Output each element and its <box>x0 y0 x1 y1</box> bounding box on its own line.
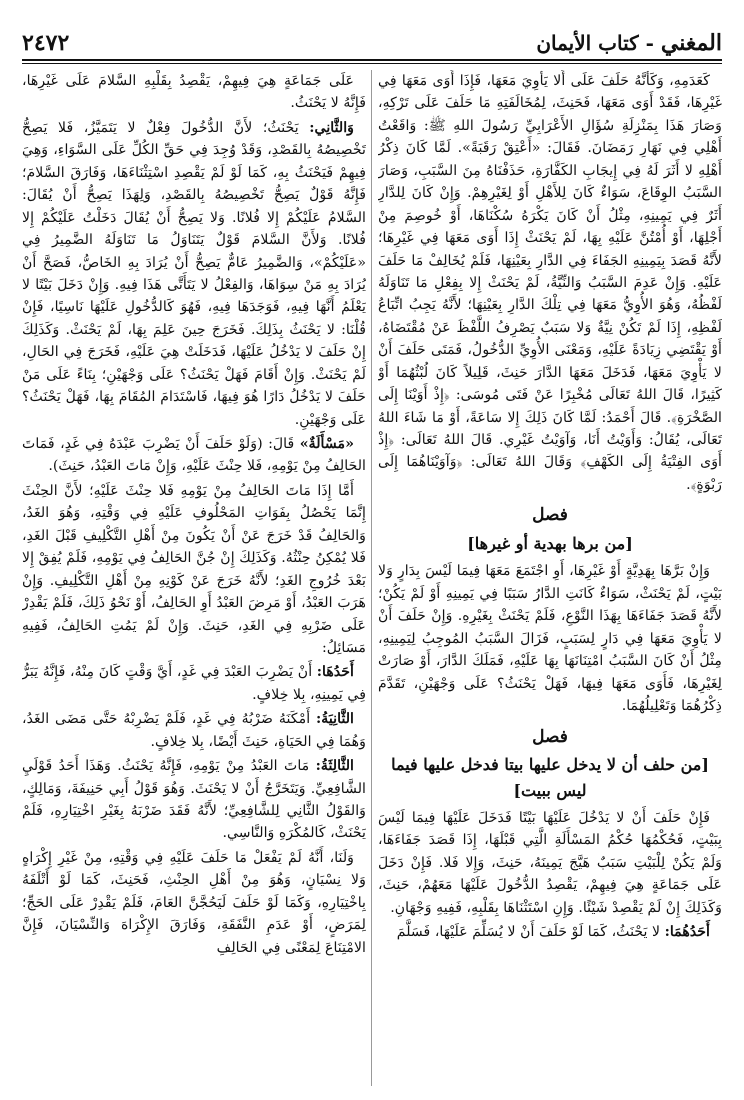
paragraph: وَلَنَا، أَنَّهُ لَمْ يَفْعَلْ مَا حَلَفَ عَلَيْهِ فِي وَقْتِهِ، مِنْ غَيْرِ إِكْرَاهٍ وَلا نِسْيَانٍ، وَهُوَ مِنْ أَهْلِ الحِنْثِ، فَحَنِثَ، كَمَا لَوْ أَتْلَفَهُ بِاخْتِيَارِهِ، وَكَمَا لَوْ حَلَفَ لَيَحُجَّنَّ العَامَ، فَلَمْ يَقْدِرْ عَلَى الحَجِّ؛ لِمَرَضٍ، أَوْ عَدَمِ النَّفَقَةِ، وَفَارَقَ الإِكْرَاهَ وَالنِّسْيَانَ، فَإِنَّ الامْتِنَاعَ لِمَعْنًى فِي الحَالِفِ <box>22 849 366 956</box>
paragraph: وَإِنْ بَرَّهَا بِهَدِيَّةٍ أَوْ غَيْرِهَا، أَوِ اجْتَمَعَ مَعَهَا فِيمَا لَيْسَ بِدَارٍ وَلا بَيْتٍ، لَمْ يَحْنَثْ، سَوَاءٌ كَانَتِ الدَّارُ سَبَبًا فِي يَمِينِهِ أَوْ لَمْ يَكُنْ؛ لأَنَّهُ قَصَدَ جَفَاءَهَا بِهَذَا النَّوْعِ، فَلَمْ يَحْنَثْ بِغَيْرِهِ. وَإِنْ حَلَفَ أَنْ لا يَأْوِيَ مَعَهَا فِي دَارٍ لِسَبَبٍ، فَزَالَ السَّبَبُ المُوجِبُ لِيَمِينِهِ، مِثْلُ أَنْ كَانَ السَّبَبُ امْتِنَانَهَا بِهَا عَلَيْهِ، فَمَلَكَ الدَّارَ، أَوْ صَارَتْ لِغَيْرِهَا، فَأَوَى مَعَهَا فِيهَا، فَهَلْ يَحْنَثُ؟ عَلَى وَجْهَيْنِ، تَقَدَّمَ ذِكْرُهُمَا وَتَعْلِيلُهُمَا. <box>378 563 722 715</box>
paragraph <box>22 433 366 478</box>
paragraph <box>22 117 366 431</box>
paragraph-text: أَمْكَنَهُ ضَرْبُهُ فِي غَدٍ، فَلَمْ يَضْرِبْهُ حَتَّى مَضَى الغَدُ، وَهُمَا فِي الحَيَاةِ، حَنِثَ أَيْضًا، بِلا خِلافٍ. <box>22 711 366 750</box>
section-subheading: [من حلف أن لا يدخل عليها بيتا فدخل عليها فيما ليس ببيت] <box>391 755 709 800</box>
paragraph: فَإِنْ حَلَفَ أَنْ لا يَدْخُلَ عَلَيْهَا بَيْتًا فَدَخَلَ عَلَيْهَا فِيمَا لَيْسَ بِبَيْتٍ، فَحُكْمُهَا حُكْمُ المَسْأَلَةِ الَّتِي قَبْلَهَا، إِذَا قَصَدَ جَفَاءَهَا، وَلَمْ يَكُنْ لِلْبَيْتِ سَبَبٌ هَيَّجَ يَمِينَهُ، حَنِثَ، وَإِلا فَلا. فَإِنْ دَخَلَ عَلَى جَمَاعَةٍ هِيَ فِيهِمْ، يَقْصِدُ الدُّخُولَ عَلَيْهَا مَعَهُمْ، حَنِثَ، وَكَذَلِكَ إِنْ لَمْ يَقْصِدْ شَيْئًا. وَإِنِ اسْتَثْنَاهَا بِقَلْبِهِ، فَفِيهِ وَجْهَانِ. <box>378 809 722 916</box>
paragraph-text: أَنْ يَضْرِبَ العَبْدَ فِي غَدٍ، أَيَّ وَقْتٍ كَانَ مِنْهُ، فَإِنَّهُ يَبَرُّ فِي يَمِينِهِ، بِلا خِلافٍ. <box>22 664 366 703</box>
right-column <box>378 70 722 1086</box>
running-title <box>536 30 722 56</box>
paragraph-lead: وَالثَّانِي: <box>309 119 354 136</box>
header-rule-thin <box>22 63 722 64</box>
paragraph-text: مَاتَ العَبْدُ مِنْ يَوْمِهِ، فَإِنَّهُ يَحْنَثُ. وَهَذَا أَحَدُ قَوْلَيِ الشَّافِعِيِّ. وَيَتَخَرَّجُ أَنْ لا يَحْنَثَ. وَهُوَ قَوْلُ أَبِي حَنِيفَةَ، وَمَالِكٍ، وَالقَوْلُ الثَّانِي لِلشَّافِعِيِّ؛ لأَنَّهُ فَقَدَ ضَرْبَهُ بِغَيْرِ اخْتِيَارِهِ، فَلَمْ يَحْنَثْ، كَالمُكْرَهِ وَالنَّاسِي. <box>22 758 366 842</box>
paragraph <box>22 661 366 706</box>
paragraph-lead: «مَسْأَلَةٌ» <box>299 436 354 452</box>
left-column <box>22 70 366 1086</box>
paragraph: عَلَى جَمَاعَةٍ هِيَ فِيهِمْ، يَقْصِدُ بِقَلْبِهِ السَّلامَ عَلَى غَيْرِهَا، فَإِنَّهُ لا يَحْنَثُ. <box>22 73 366 112</box>
paragraph: أَمَّا إِذَا مَاتَ الحَالِفُ مِنْ يَوْمِهِ فَلا حِنْثَ عَلَيْهِ؛ لأَنَّ الحِنْثَ إِنَّمَا يَحْصُلُ بِفَوَاتِ المَحْلُوفِ عَلَيْهِ فِي وَقْتِهِ، وَهُوَ الغَدُ، وَالحَالِفُ قَدْ خَرَجَ عَنْ أَنْ يَكُونَ مِنْ أَهْلِ التَّكْلِيفِ قَبْلَ الغَدِ، فَلا يُمْكِنُ حِنْثُهُ. وَكَذَلِكَ إِنْ جُنَّ الحَالِفُ فِي يَوْمِهِ، فَلَمْ يُفِقْ إِلا بَعْدَ خُرُوجِ الغَدِ؛ لأَنَّهُ خَرَجَ عَنْ كَوْنِهِ مِنْ أَهْلِ التَّكْلِيفِ. وَإِنْ هَرَبَ العَبْدُ، أَوْ مَرِضَ العَبْدُ أَوِ الحَالِفُ، أَوْ نَحْوُ ذَلِكَ، فَلَمْ يَقْدِرْ عَلَى ضَرْبِهِ فِي الغَدِ، حَنِثَ. وَإِنْ لَمْ يَمُتِ الحَالِفُ، فَفِيهِ مَسَائِلُ: <box>22 482 366 656</box>
header-rule-thick <box>22 59 722 61</box>
paragraph: كَعَدَمِهِ، وَكَأَنَّهُ حَلَفَ عَلَى أَلا يَأْوِيَ مَعَهَا، فَإِذَا أَوَى مَعَهَا فِي غَيْرِهَا، فَقَدْ أَوَى مَعَهَا، فَحَنِثَ، لِمُخَالَفَتِهِ مَا حَلَفَ عَلَى تَرْكِهِ، وَصَارَ هَذَا بِمَنْزِلَةِ سُؤَالِ الأَعْرَابِيِّ رَسُولَ اللهِ ﷺ: وَاقَعْتُ أَهْلِي فِي نَهَارِ رَمَضَانَ. فَقَالَ: «أَعْتِقْ رَقَبَةً». لَمَّا كَانَ ذِكْرُ أَهْلِهِ لا أَثَرَ لَهُ فِي إِيجَابِ الكَفَّارَةِ، حَذَفْنَاهُ مِنَ السَّبَبِ، وَصَارَ السَّبَبُ الوِقَاعَ، سَوَاءٌ كَانَ لِلأَهْلِ أَوْ لِغَيْرِهِمْ. وَإِنْ كَانَ لِلدَّارِ أَثَرٌ فِي يَمِينِهِ، مِثْلُ أَنْ كَانَ يَكْرَهُ سُكْنَاهَا، أَوْ خُوصِمَ مِنْ أَجْلِهَا، أَوْ أُمْتُنَّ عَلَيْهِ بِهَا، لَمْ يَحْنَثْ إِذَا أَوَى مَعَهَا فِي غَيْرِهَا؛ لأَنَّهُ قَصَدَ بِيَمِينِهِ الجَفَاءَ فِي الدَّارِ بِعَيْنِهَا، فَلَمْ يُخَالِفْ مَا حَلَفَ عَلَيْهِ. وَإِنْ عَدِمَ السَّبَبُ وَالنِّيَّةُ، لَمْ يَحْنَثْ إِلا بِفِعْلِ مَا تَنَاوَلَهُ لَفْظُهُ، وَهُوَ الأُوِيُّ مَعَهَا فِي تِلْكَ الدَّارِ بِعَيْنِهَا؛ لأَنَّهُ يَجِبُ اتِّبَاعُ لَفْظِهِ، إِذَا لَمْ تَكُنْ نِيَّةٌ وَلا سَبَبٌ يَصْرِفُ اللَّفْظَ عَنْ مُقْتَضَاهُ، أَوْ يَقْتَضِي زِيَادَةً عَلَيْهِ، وَمَعْنَى الأُوِيِّ الدُّخُولُ، فَمَتَى حَلَفَ أَنْ لا يَأْوِيَ مَعَهَا، فَدَخَلَ مَعَهَا الدَّارَ حَنِثَ، قَلِيلاً كَانَ لُبْثُهُمَا أَوْ كَثِيرًا، قَالَ اللهُ تَعَالَى مُخْبِرًا عَنْ فَتَى مُوسَى: ﴿إِذْ أَوَيْنَا إِلَى الصَّخْرَةِ﴾. قَالَ أَحْمَدُ: لَمَّا كَانَ ذَلِكَ إِلا سَاعَةً، أَوْ مَا شَاءَ اللهُ تَعَالَى، يُقَالُ: وَأَوَيْتُ أَنَا، وَآوَيْتُ غَيْرِي. قَالَ اللهُ تَعَالَى: ﴿إِذْ أَوَى الفِتْيَةُ إِلَى الكَهْفِ﴾ وَقَالَ اللهُ تَعَالَى: ﴿وَآوَيْنَاهُمَا إِلَى رَبْوَةٍ﴾. <box>378 73 722 493</box>
paragraph-text: يَحْنَثُ؛ لأَنَّ الدُّخُولَ فِعْلٌ لا يَتَمَيَّزُ، فَلا يَصِحُّ تَخْصِيصُهُ بِالقَصْدِ، وَقَدْ وُجِدَ فِي حَقِّ الكُلِّ عَلَى السَّوَاءِ، وَهِيَ فِيهِمْ فَيَحْنَثُ بِهِ، كَمَا لَوْ لَمْ يَقْصِدِ اسْتِثْنَاءَهَا، وَفَارَقَ السَّلامَ؛ فَإِنَّهُ قَوْلٌ يَصِحُّ تَخْصِيصُهُ بِالقَصْدِ، وَلِهَذَا يَصِحُّ أَنْ يُقَالَ: السَّلامُ عَلَيْكُمْ إِلا فُلانًا. وَلا يَصِحُّ أَنْ يُقَالَ دَخَلْتُ عَلَيْكُمْ إِلا فُلانًا. وَلأَنَّ السَّلامَ قَوْلٌ يَتَنَاوَلُ مَا تَنَاوَلَهُ الضَّمِيرُ فِي «عَلَيْكُمْ»، وَالضَّمِيرُ عَامٌّ يَصِحُّ أَنْ يُرَادَ بِهِ الخَاصُّ، فَصَحَّ أَنْ يُرَادَ بِهِ مَنْ سِوَاهَا، وَالفِعْلُ لا يَتَأَتَّى هَذَا فِيهِ. وَإِنْ دَخَلَ بَيْتًا لا يَعْلَمُ أَنَّهَا فِيهِ، فَوَجَدَهَا فِيهِ، فَهُوَ كَالدُّخُولِ عَلَيْهَا نَاسِيًا، فَإِنْ قُلْنَا: لا يَحْنَثُ بِذَلِكَ. فَخَرَجَ حِينَ عَلِمَ بِهَا، لَمْ يَحْنَثْ. وَكَذَلِكَ إِنْ حَلَفَ لا يَدْخُلُ عَلَيْهَا، فَدَخَلَتْ هِيَ عَلَيْهِ، فَخَرَجَ فِي الحَالِ، لَمْ يَحْنَثْ. وَإِنْ أَقَامَ فَهَلْ يَحْنَثُ؟ عَلَى وَجْهَيْنِ؛ بِنَاءً عَلَى مَنْ حَلَفَ لا يَدْخُلُ دَارًا هُوَ فِيهَا، فَاسْتَدَامَ المُقَامَ بِهَا، فَهَلْ يَحْنَثُ؟ عَلَى وَجْهَيْنِ. <box>22 119 366 428</box>
paragraph-lead: الثَّالِثَةُ: <box>315 758 354 775</box>
running-title-separator: - <box>638 31 661 55</box>
paragraph-lead: أَحَدُهُمَا: <box>664 924 710 941</box>
running-title-brand: المغني <box>660 30 722 56</box>
running-title-book: كتاب الأيمان <box>536 31 639 55</box>
paragraph <box>378 921 722 943</box>
section-subheading: [من برها بهدية أو غيرها] <box>467 534 633 554</box>
paragraph-text: قَالَ: (وَلَوْ حَلَفَ أَنْ يَضْرِبَ عَبْدَهُ فِي غَدٍ، فَمَاتَ الحَالِفُ مِنْ يَوْمِهِ، فَلا حِنْثَ عَلَيْهِ، وَإِنْ مَاتَ العَبْدُ، حَنِثَ). <box>22 436 366 475</box>
section-heading: فصل <box>532 726 568 747</box>
paragraph <box>22 755 366 845</box>
section-heading: فصل <box>532 505 568 526</box>
paragraph-text: لا يَحْنَثُ، كَمَا لَوْ حَلَفَ أَنْ لا يُسَلِّمَ عَلَيْهَا، فَسَلَّمَ <box>396 924 665 941</box>
page-header <box>22 22 722 56</box>
paragraph-lead: الثَّانِيَةُ: <box>316 711 354 728</box>
column-divider <box>371 70 372 1086</box>
paragraph-lead: أَحَدُهَا: <box>316 664 354 681</box>
page-number: ٢٤٧٢ <box>22 30 70 56</box>
paragraph <box>22 708 366 753</box>
